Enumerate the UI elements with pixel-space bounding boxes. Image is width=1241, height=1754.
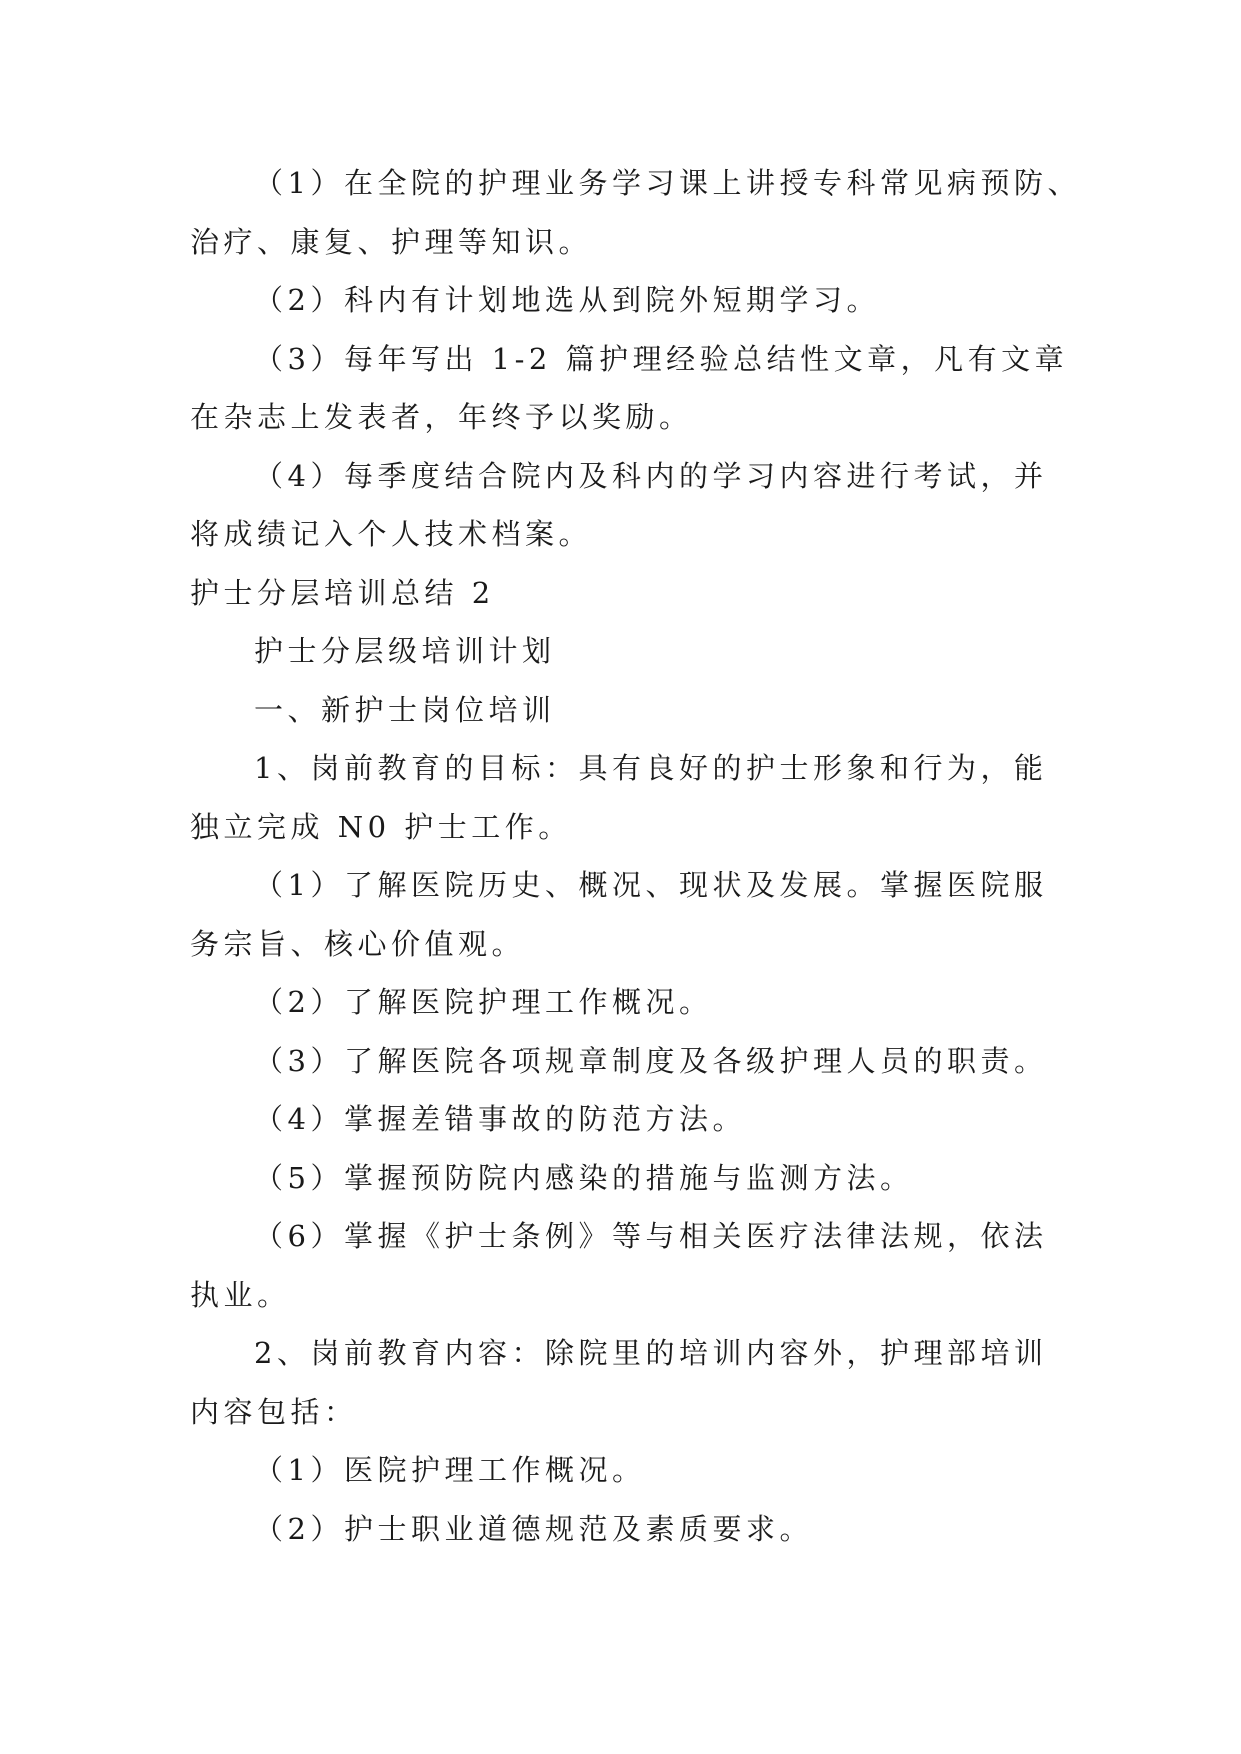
paragraph-line: （2）了解医院护理工作概况。 (254, 985, 713, 1019)
paragraph-line: 执业。 (190, 1277, 291, 1312)
paragraph-line: 内容包括： (190, 1394, 358, 1429)
section-heading: 护士分层培训总结 2 (190, 575, 495, 610)
paragraph-line: 治疗、康复、护理等知识。 (190, 224, 593, 259)
paragraph-line: 在杂志上发表者，年终予以奖励。 (190, 400, 693, 434)
section-title: 一、新护士岗位培训 (254, 692, 556, 727)
paragraph-line: 2、岗前教育内容：除院里的培训内容外，护理部培训 (254, 1336, 1048, 1370)
paragraph-line: （2）科内有计划地选从到院外短期学习。 (254, 283, 880, 317)
paragraph-line: 将成绩记入个人技术档案。 (190, 517, 593, 551)
paragraph-line: （1）在全院的护理业务学习课上讲授专科常见病预防、 (254, 166, 1081, 200)
paragraph-line: （5）掌握预防院内感染的措施与监测方法。 (254, 1160, 914, 1195)
document-title: 护士分层级培训计划 (254, 634, 556, 668)
paragraph-line: 务宗旨、核心价值观。 (190, 926, 526, 961)
document-body (190, 154, 1081, 1558)
paragraph-line: （6）掌握《护士条例》等与相关医疗法律法规，依法 (254, 1219, 1048, 1253)
paragraph-line: （4）掌握差错事故的防范方法。 (254, 1102, 746, 1136)
paragraph-line: （1）了解医院历史、概况、现状及发展。掌握医院服 (254, 868, 1048, 902)
paragraph-line: （1）医院护理工作概况。 (254, 1453, 646, 1487)
paragraph-line: （4）每季度结合院内及科内的学习内容进行考试，并 (254, 458, 1048, 493)
paragraph-line: （3）每年写出 1-2 篇护理经验总结性文章，凡有文章 (254, 341, 1069, 376)
paragraph-line: 独立完成 N0 护士工作。 (190, 809, 572, 844)
paragraph-line: （2）护士职业道德规范及素质要求。 (254, 1511, 813, 1546)
paragraph-line: 1、岗前教育的目标：具有良好的护士形象和行为，能 (254, 751, 1048, 785)
paragraph-line: （3）了解医院各项规章制度及各级护理人员的职责。 (254, 1043, 1048, 1078)
